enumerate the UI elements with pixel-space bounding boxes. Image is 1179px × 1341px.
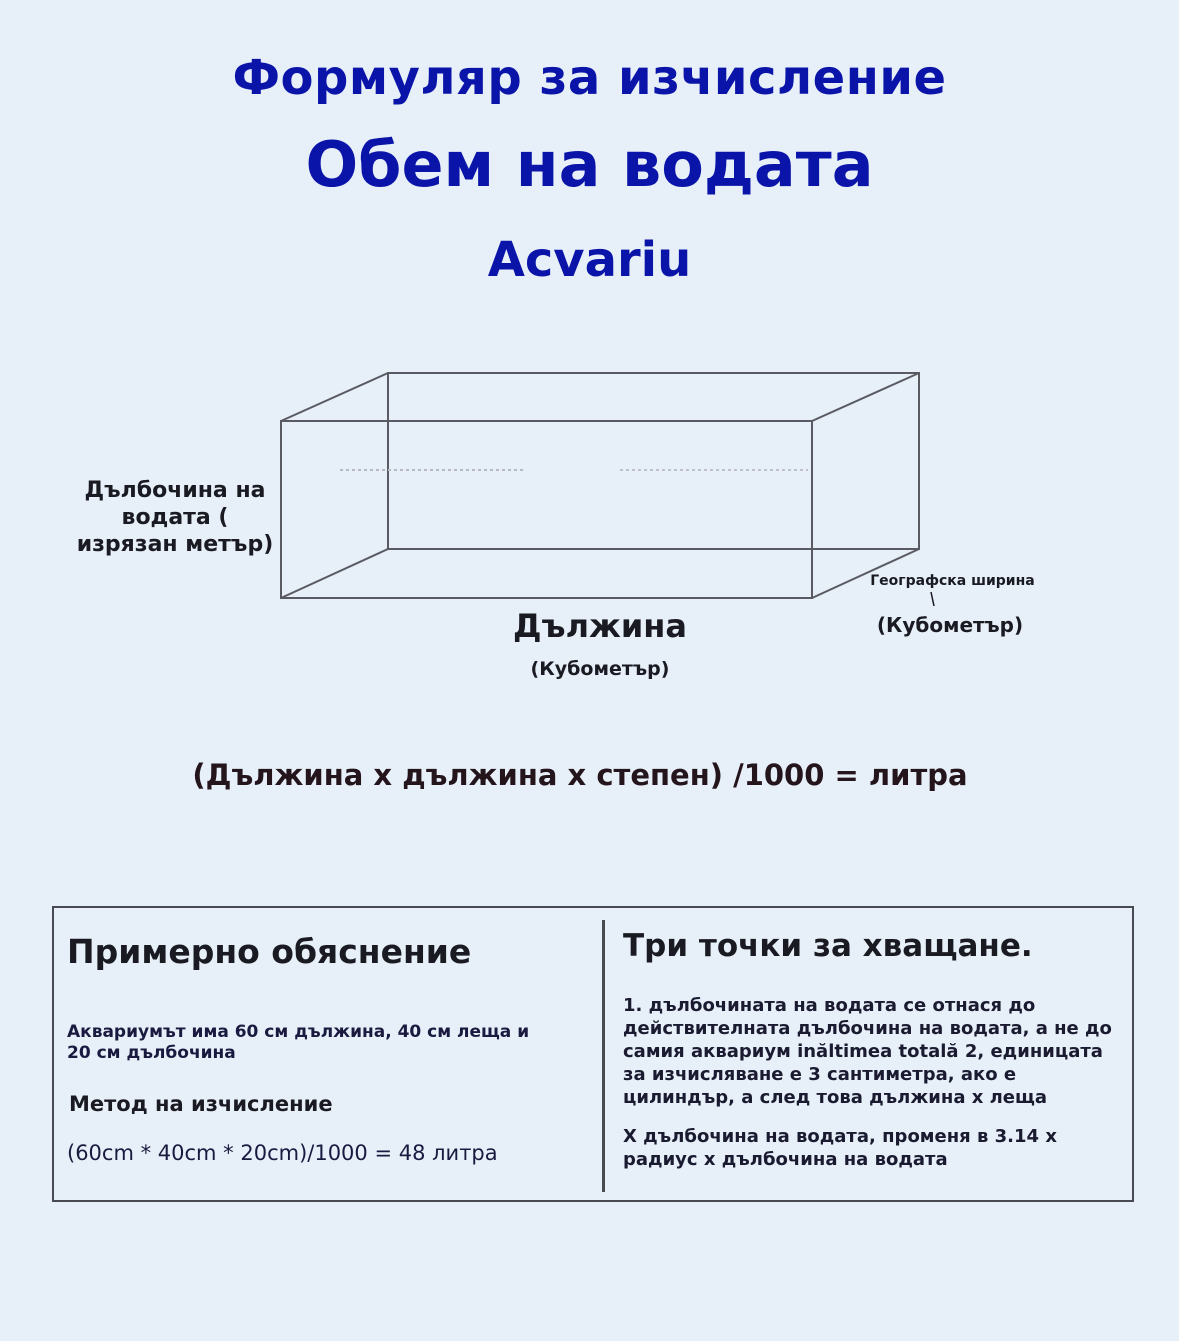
title-line-3: Acvariu: [487, 232, 692, 288]
length-label: Дължина: [513, 607, 687, 645]
length-unit-label: (Кубометър): [530, 658, 670, 680]
example-description: Аквариумът има 60 см дължина, 40 см леща и 20 см дълбочина: [67, 1022, 530, 1063]
title-line-1: Формуляр за изчисление: [232, 50, 947, 106]
points-heading: Три точки за хващане.: [623, 928, 1033, 964]
box-edge-top-right: [812, 373, 919, 421]
width-label: Географска ширина: [870, 573, 1035, 589]
box-edge-bottom-left: [281, 549, 388, 598]
points-text-2: Х дълбочина на водата, променя в 3.14 х радиус х дълбочина на водата: [623, 1126, 1057, 1170]
example-heading: Примерно обяснение: [67, 932, 472, 971]
box-front-face: [281, 421, 812, 598]
width-pointer-mark: [931, 592, 934, 606]
box-edge-top-left: [281, 373, 388, 421]
width-unit-label: (Кубометър): [876, 613, 1024, 637]
method-heading: Метод на изчисление: [69, 1092, 333, 1116]
volume-formula: (Дължина х дължина х степен) /1000 = литра: [192, 758, 968, 792]
depth-label: Дълбочина на водата ( изрязан метър): [76, 478, 274, 557]
points-text-1: 1. дълбочината на водата се отнася до действителната дълбочина на водата, а не до самия аквариум inăltimea totală 2, единицата за изчисляване е 3 сантиметра, ако е цилиндър, а след това дължина х леща: [623, 995, 1112, 1108]
title-line-2: Обем на водата: [305, 128, 874, 201]
method-formula: (60cm * 40cm * 20cm)/1000 = 48 литра: [67, 1141, 498, 1165]
box-back-face: [388, 373, 919, 549]
panel-divider: [602, 920, 605, 1192]
